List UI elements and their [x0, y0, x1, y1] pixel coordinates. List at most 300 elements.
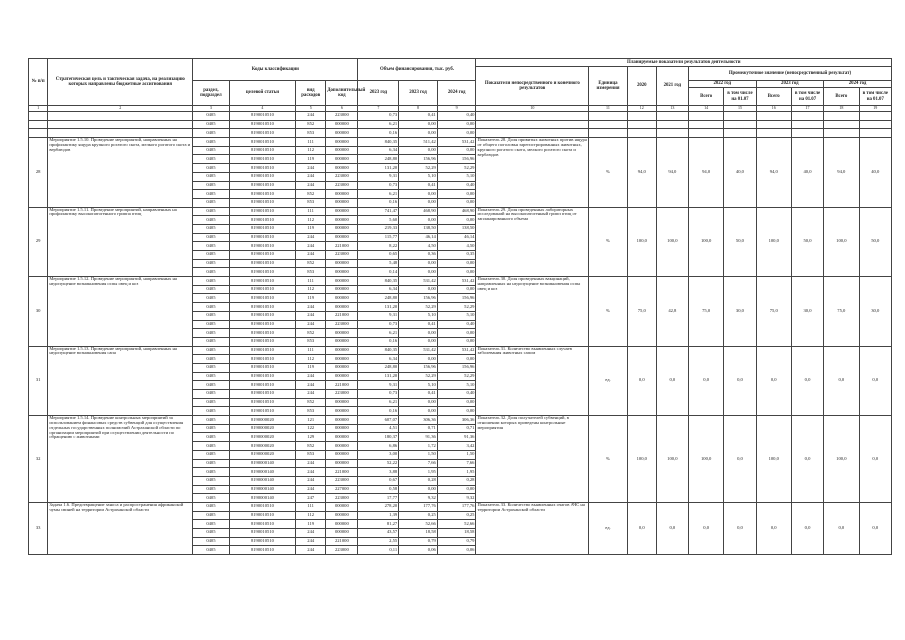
target-cell: 8190010510 — [229, 198, 296, 207]
vid-cell: 247 — [296, 494, 326, 503]
extra-code-cell: 000000 — [326, 416, 358, 425]
target-cell: 8190010510 — [229, 146, 296, 155]
vid-cell: 244 — [296, 529, 326, 538]
vol-2023-cell: 0,58 — [358, 485, 399, 494]
header-extra: Дополнительный код — [326, 81, 358, 106]
empty-cell — [48, 120, 193, 129]
vol-2024-cell: 7,66 — [437, 459, 476, 468]
vol-2024-cell: 5,10 — [437, 381, 476, 390]
indicator-value: 40,0 — [724, 138, 756, 208]
indicator-value: 94,0 — [656, 138, 688, 208]
vid-cell: 119 — [296, 520, 326, 529]
extra-code-cell: 000000 — [326, 511, 358, 520]
vid-cell: 244 — [296, 251, 326, 260]
unit-cell: ед. — [589, 502, 628, 554]
header-2020: 2020 — [627, 67, 656, 106]
extra-code-cell: 000000 — [326, 129, 358, 138]
empty-cell — [656, 112, 688, 121]
razdel-cell: 0405 — [193, 337, 229, 346]
indicator-value: 100,0 — [627, 416, 656, 503]
vol-2024-cell: 468,90 — [437, 207, 476, 216]
vol-2024-cell: 4,50 — [437, 242, 476, 251]
vol-2024-cell: 0,00 — [437, 355, 476, 364]
vol-2024-cell: 9,32 — [437, 494, 476, 503]
vid-cell: 111 — [296, 346, 326, 355]
vol-2023b-cell: 531,42 — [399, 346, 438, 355]
vol-2024-cell: 0,00 — [437, 146, 476, 155]
indicator-value: 40,0 — [791, 138, 823, 208]
extra-code-cell: 221000 — [326, 311, 358, 320]
header-vid: вид расходов — [296, 81, 326, 106]
vol-2024-cell: 5,10 — [437, 311, 476, 320]
header-volume: Объем финансирования, тыс. руб. — [358, 59, 476, 81]
vid-cell: 119 — [296, 294, 326, 303]
target-cell: 8190010510 — [229, 311, 296, 320]
extra-code-cell: 221000 — [326, 242, 358, 251]
vid-cell: 244 — [296, 172, 326, 181]
measure-description: Мероприятие 1.5.10. Проведение мероприятий, направленных на профилактику ящура крупного рогатого скота, мелкого рогатого скота и верблюдов — [48, 138, 193, 208]
indicator-value: 40,0 — [859, 138, 891, 208]
target-cell: 8190000140 — [229, 468, 296, 477]
table-row — [29, 277, 892, 286]
vol-2024-cell: 0,06 — [437, 546, 476, 555]
empty-cell — [791, 120, 823, 129]
vid-cell: 244 — [296, 303, 326, 312]
target-cell: 8190010510 — [229, 207, 296, 216]
vid-cell: 853 — [296, 129, 326, 138]
vol-2024-cell: 0,40 — [437, 390, 476, 399]
header-p2024: 2024 год — [824, 81, 892, 88]
vid-cell: 853 — [296, 450, 326, 459]
vid-cell: 244 — [296, 390, 326, 399]
razdel-cell: 0405 — [193, 224, 229, 233]
extra-code-cell: 221000 — [326, 381, 358, 390]
unit-cell: % — [589, 277, 628, 347]
vol-2023b-cell: 0,00 — [399, 190, 438, 199]
indicator-value: 0,0 — [756, 502, 791, 554]
razdel-cell: 0405 — [193, 129, 229, 138]
header-p2023: 2023 год — [756, 81, 824, 88]
empty-cell — [48, 112, 193, 121]
empty-cell — [824, 120, 859, 129]
header-razdel: раздел, подраздел — [193, 81, 229, 106]
header-p2022: 2022 год — [688, 81, 756, 88]
vol-2023b-cell: 0,00 — [399, 216, 438, 225]
target-cell: 8190010510 — [229, 138, 296, 147]
razdel-cell: 0405 — [193, 190, 229, 199]
extra-code-cell: 223000 — [326, 390, 358, 399]
razdel-cell: 0405 — [193, 355, 229, 364]
vol-2024-cell: 0,00 — [437, 485, 476, 494]
vid-cell: 119 — [296, 224, 326, 233]
indicator-value: 0,0 — [724, 416, 756, 503]
vid-cell: 112 — [296, 285, 326, 294]
vid-cell: 244 — [296, 546, 326, 555]
vol-2023b-cell: 0,25 — [399, 511, 438, 520]
vol-2023b-cell: 468,90 — [399, 207, 438, 216]
vid-cell: 111 — [296, 138, 326, 147]
indicator-value: 100,0 — [824, 416, 859, 503]
extra-code-cell: 223000 — [326, 494, 358, 503]
vol-2023-cell: 0,73 — [358, 320, 399, 329]
empty-cell — [724, 112, 756, 121]
vid-cell: 129 — [296, 433, 326, 442]
extra-code-cell: 000000 — [326, 363, 358, 372]
row-number: 32 — [29, 416, 48, 503]
vol-2023b-cell: 531,42 — [399, 277, 438, 286]
extra-code-cell: 223000 — [326, 112, 358, 121]
indicator-value: 0,0 — [688, 502, 723, 554]
empty-cell — [791, 129, 823, 138]
razdel-cell: 0405 — [193, 390, 229, 399]
empty-cell — [627, 120, 656, 129]
extra-code-cell: 000000 — [326, 277, 358, 286]
vol-2023b-cell: 9,32 — [399, 494, 438, 503]
vol-2023-cell: 0,73 — [358, 390, 399, 399]
razdel-cell: 0405 — [193, 546, 229, 555]
target-cell: 8190010510 — [229, 129, 296, 138]
vol-2023-cell: 52,22 — [358, 459, 399, 468]
empty-cell — [656, 120, 688, 129]
vol-2023-cell: 115,77 — [358, 233, 399, 242]
target-cell: 8190000140 — [229, 494, 296, 503]
vol-2023-cell: 6,86 — [358, 442, 399, 451]
empty-cell — [589, 120, 628, 129]
razdel-cell: 0405 — [193, 251, 229, 260]
empty-cell — [859, 120, 891, 129]
razdel-cell: 0405 — [193, 398, 229, 407]
extra-code-cell: 223000 — [326, 181, 358, 190]
target-cell: 8190010510 — [229, 294, 296, 303]
column-number: 19 — [859, 106, 891, 112]
extra-code-cell: 000000 — [326, 233, 358, 242]
vid-cell: 122 — [296, 424, 326, 433]
vol-2023-cell: 17,77 — [358, 494, 399, 503]
vid-cell: 112 — [296, 355, 326, 364]
vol-2024-cell: 0,00 — [437, 216, 476, 225]
empty-cell — [29, 129, 48, 138]
target-cell: 8190010510 — [229, 112, 296, 121]
indicator-value: 100,0 — [824, 207, 859, 277]
vol-2023b-cell: 0,41 — [399, 390, 438, 399]
column-number: 1 — [29, 106, 48, 112]
vol-2024-cell: 0,40 — [437, 320, 476, 329]
extra-code-cell: 000000 — [326, 198, 358, 207]
vol-2024-cell: 52,29 — [437, 164, 476, 173]
razdel-cell: 0405 — [193, 172, 229, 181]
vol-2023-cell: 6,21 — [358, 120, 399, 129]
vid-cell: 244 — [296, 181, 326, 190]
vid-cell: 244 — [296, 311, 326, 320]
vol-2023-cell: 0,16 — [358, 129, 399, 138]
target-cell: 8190010510 — [229, 164, 296, 173]
header-total-2024: Всего — [824, 88, 859, 106]
vol-2024-cell: 0,00 — [437, 329, 476, 338]
extra-code-cell: 000000 — [326, 138, 358, 147]
target-cell: 8190000140 — [229, 459, 296, 468]
razdel-cell: 0405 — [193, 485, 229, 494]
indicator-value: 94,0 — [824, 138, 859, 208]
header-vol-2024: 2024 год — [437, 81, 476, 106]
target-cell: 8190010510 — [229, 390, 296, 399]
vol-2023b-cell: 4,50 — [399, 242, 438, 251]
razdel-cell: 0405 — [193, 381, 229, 390]
target-cell: 8190010510 — [229, 502, 296, 511]
target-cell: 8190010510 — [229, 303, 296, 312]
razdel-cell: 0405 — [193, 450, 229, 459]
indicator-value: 94,0 — [756, 138, 791, 208]
header-2021: 2021 год — [656, 67, 688, 106]
indicator-value: 94,0 — [688, 138, 723, 208]
vol-2024-cell: 0,00 — [437, 407, 476, 416]
vol-2023b-cell: 0,00 — [399, 285, 438, 294]
vol-2023-cell: 248,80 — [358, 363, 399, 372]
extra-code-cell: 000000 — [326, 337, 358, 346]
vol-2024-cell: 18,58 — [437, 529, 476, 538]
extra-code-cell: 223000 — [326, 546, 358, 555]
indicator-value: 100,0 — [688, 416, 723, 503]
header-incl-2022: в том числе на 01.07 — [724, 88, 756, 106]
target-cell: 8190010510 — [229, 529, 296, 538]
vol-2024-cell: 0,40 — [437, 112, 476, 121]
indicator-value: 0,0 — [791, 502, 823, 554]
vol-2024-cell: 0,40 — [437, 181, 476, 190]
vol-2023b-cell: 0,06 — [399, 546, 438, 555]
vol-2023-cell: 6,34 — [358, 285, 399, 294]
extra-code-cell: 000000 — [326, 424, 358, 433]
vol-2023-cell: 0,73 — [358, 181, 399, 190]
indicator-value: 75,0 — [756, 277, 791, 347]
column-number: 16 — [756, 106, 791, 112]
vid-cell: 244 — [296, 372, 326, 381]
vol-2023-cell: 131,20 — [358, 164, 399, 173]
vol-2023-cell: 81,27 — [358, 520, 399, 529]
column-number: 11 — [589, 106, 628, 112]
vol-2024-cell: 0,00 — [437, 285, 476, 294]
column-number: 5 — [296, 106, 326, 112]
vol-2023b-cell: 0,00 — [399, 146, 438, 155]
empty-cell — [627, 129, 656, 138]
vid-cell: 244 — [296, 485, 326, 494]
vol-2023-cell: 248,80 — [358, 294, 399, 303]
vol-2023b-cell: 0,00 — [399, 268, 438, 277]
extra-code-cell: 000000 — [326, 216, 358, 225]
empty-cell — [688, 129, 723, 138]
vol-2024-cell: 1,50 — [437, 450, 476, 459]
row-number: 29 — [29, 207, 48, 277]
razdel-cell: 0405 — [193, 164, 229, 173]
header-incl-2023: в том числе на 01.07 — [791, 88, 823, 106]
column-number: 17 — [791, 106, 823, 112]
razdel-cell: 0405 — [193, 502, 229, 511]
vol-2024-cell: 91,36 — [437, 433, 476, 442]
extra-code-cell: 000000 — [326, 329, 358, 338]
vol-2023-cell: 5,60 — [358, 216, 399, 225]
budget-table-sheet — [28, 58, 892, 640]
target-cell: 8190000020 — [229, 450, 296, 459]
column-number: 10 — [476, 106, 589, 112]
extra-code-cell: 000000 — [326, 355, 358, 364]
vid-cell: 119 — [296, 363, 326, 372]
vol-2023b-cell: 177,76 — [399, 502, 438, 511]
extra-code-cell: 000000 — [326, 529, 358, 538]
vol-2023b-cell: 0,00 — [399, 259, 438, 268]
extra-code-cell: 000000 — [326, 502, 358, 511]
indicator-text: Показатель 29. Доля проведенных лабораторных исследований на высокопатогенный грипп птиц от запланированного объема — [476, 207, 589, 277]
target-cell: 8190010510 — [229, 190, 296, 199]
vol-2023b-cell: 0,00 — [399, 398, 438, 407]
vol-2024-cell: 531,42 — [437, 346, 476, 355]
vid-cell: 121 — [296, 416, 326, 425]
vol-2023b-cell: 156,96 — [399, 294, 438, 303]
column-number: 9 — [437, 106, 476, 112]
vol-2023b-cell: 0,36 — [399, 251, 438, 260]
extra-code-cell: 000000 — [326, 407, 358, 416]
target-cell: 8190010510 — [229, 337, 296, 346]
vol-2023-cell: 840,35 — [358, 138, 399, 147]
indicator-value: 50,0 — [724, 207, 756, 277]
vol-2023b-cell: 0,41 — [399, 112, 438, 121]
extra-code-cell: 223000 — [326, 172, 358, 181]
indicator-value: 100,0 — [756, 416, 791, 503]
vol-2023b-cell: 0,00 — [399, 198, 438, 207]
indicator-value: 75,0 — [688, 277, 723, 347]
vol-2023-cell: 6,21 — [358, 190, 399, 199]
vol-2023b-cell: 0,00 — [399, 407, 438, 416]
indicator-value: 0,0 — [656, 502, 688, 554]
razdel-cell: 0405 — [193, 363, 229, 372]
table-row — [29, 112, 892, 121]
empty-cell — [476, 120, 589, 129]
razdel-cell: 0405 — [193, 120, 229, 129]
vol-2023b-cell: 0,71 — [399, 424, 438, 433]
vol-2024-cell: 0,71 — [437, 424, 476, 433]
vol-2023-cell: 9,31 — [358, 311, 399, 320]
razdel-cell: 0405 — [193, 138, 229, 147]
vol-2024-cell: 0,00 — [437, 398, 476, 407]
column-number: 7 — [358, 106, 399, 112]
table-row — [29, 207, 892, 216]
extra-code-cell: 000000 — [326, 442, 358, 451]
column-number: 14 — [688, 106, 723, 112]
vol-2023b-cell: 52,29 — [399, 164, 438, 173]
column-number: 4 — [229, 106, 296, 112]
indicator-value: 50,0 — [791, 207, 823, 277]
column-number: 13 — [656, 106, 688, 112]
razdel-cell: 0405 — [193, 181, 229, 190]
vol-2023-cell: 0,14 — [358, 268, 399, 277]
target-cell: 8190010510 — [229, 520, 296, 529]
header-indicator: Показатели непосредственного и конечного результатов — [476, 67, 589, 106]
header-total-2023: Всего — [756, 88, 791, 106]
extra-code-cell: 000000 — [326, 207, 358, 216]
target-cell: 8190010510 — [229, 259, 296, 268]
header-total-2022: Всего — [688, 88, 723, 106]
unit-cell: % — [589, 416, 628, 503]
header-unit: Единица измерения — [589, 67, 628, 106]
vol-2023b-cell: 511,42 — [399, 138, 438, 147]
header-target: целевой статьи — [229, 81, 296, 106]
empty-cell — [859, 112, 891, 121]
target-cell: 8190010510 — [229, 268, 296, 277]
vol-2023-cell: 0,16 — [358, 198, 399, 207]
target-cell: 8190010510 — [229, 285, 296, 294]
vid-cell: 112 — [296, 216, 326, 225]
target-cell: 8190010510 — [229, 329, 296, 338]
extra-code-cell: 000000 — [326, 520, 358, 529]
vid-cell: 853 — [296, 268, 326, 277]
table-row — [29, 502, 892, 511]
header-goal: Стратегическая цель и тактическая задача, на реализацию которых направлены бюджетные ассигнования — [48, 59, 193, 106]
measure-description: Мероприятие 1.5.11. Проведение мероприятий, направленных на профилактику высокопатогенного гриппа птиц — [48, 207, 193, 277]
measure-description: Мероприятие 1.5.12. Проведение мероприятий, направленных на недопущение возникновения оспы овец и коз — [48, 277, 193, 347]
extra-code-cell: 000000 — [326, 459, 358, 468]
extra-code-cell: 223000 — [326, 251, 358, 260]
indicator-value: 0,0 — [756, 346, 791, 416]
vid-cell: 852 — [296, 329, 326, 338]
vol-2023b-cell: 0,00 — [399, 129, 438, 138]
table-row — [29, 138, 892, 147]
vid-cell: 853 — [296, 337, 326, 346]
vol-2023b-cell: 138,50 — [399, 224, 438, 233]
vid-cell: 244 — [296, 112, 326, 121]
indicator-value: 0,0 — [859, 502, 891, 554]
vol-2024-cell: 0,35 — [437, 251, 476, 260]
column-number: 6 — [326, 106, 358, 112]
target-cell: 8190010510 — [229, 372, 296, 381]
vol-2024-cell: 0,28 — [437, 476, 476, 485]
vol-2024-cell: 531,42 — [437, 138, 476, 147]
vid-cell: 111 — [296, 277, 326, 286]
razdel-cell: 0405 — [193, 155, 229, 164]
target-cell: 8190010510 — [229, 511, 296, 520]
extra-code-cell: 000000 — [326, 155, 358, 164]
vol-2023b-cell: 1,95 — [399, 468, 438, 477]
vol-2023b-cell: 0,00 — [399, 337, 438, 346]
vid-cell: 112 — [296, 511, 326, 520]
vol-2023b-cell: 156,96 — [399, 363, 438, 372]
row-number: 33 — [29, 502, 48, 554]
vid-cell: 112 — [296, 146, 326, 155]
vol-2023-cell: 0,11 — [358, 546, 399, 555]
table-row — [29, 416, 892, 425]
vol-2024-cell: 156,96 — [437, 155, 476, 164]
target-cell: 8190000140 — [229, 485, 296, 494]
indicator-text: Показатель 30. Доля проведенных вакцинаций, направленных на недопущение возникновения оспы овец и коз — [476, 277, 589, 347]
extra-code-cell: 000000 — [326, 303, 358, 312]
target-cell: 8190000020 — [229, 442, 296, 451]
indicator-value: 0,0 — [724, 502, 756, 554]
target-cell: 8190010510 — [229, 181, 296, 190]
vid-cell: 244 — [296, 537, 326, 546]
extra-code-cell: 000000 — [326, 294, 358, 303]
vol-2023-cell: 131,20 — [358, 372, 399, 381]
extra-code-cell: 000000 — [326, 372, 358, 381]
vol-2024-cell: 46,14 — [437, 233, 476, 242]
vid-cell: 853 — [296, 198, 326, 207]
vol-2024-cell: 306,36 — [437, 416, 476, 425]
target-cell: 8190010510 — [229, 346, 296, 355]
razdel-cell: 0405 — [193, 416, 229, 425]
vol-2023-cell: 5,48 — [358, 259, 399, 268]
header-num: № п/п — [29, 59, 48, 106]
vol-2023b-cell: 46,14 — [399, 233, 438, 242]
indicator-value: 30,0 — [859, 277, 891, 347]
vol-2024-cell: 156,96 — [437, 363, 476, 372]
vol-2024-cell: 0,00 — [437, 337, 476, 346]
indicator-text: Показатель 31. Количество выявленных случаев заболевания животных сапом — [476, 346, 589, 416]
target-cell: 8190010510 — [229, 155, 296, 164]
